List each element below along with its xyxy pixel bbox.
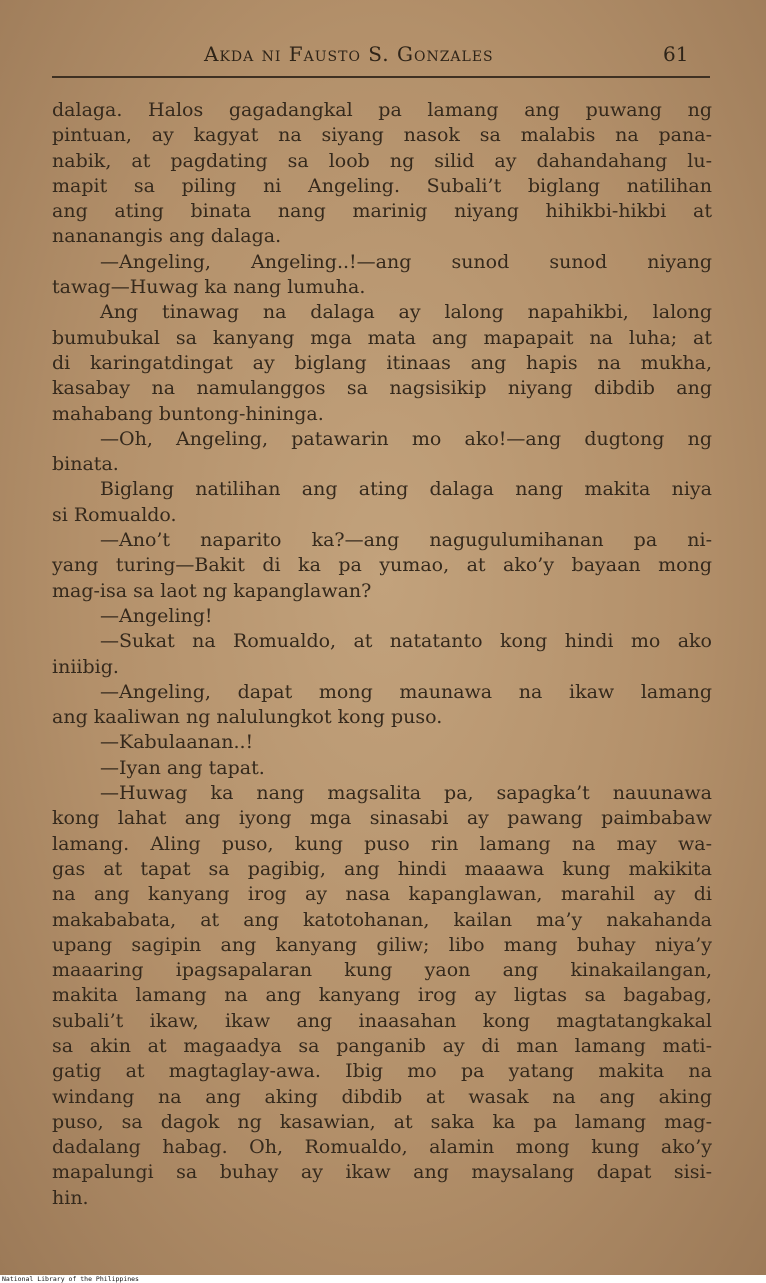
text-line: subali’t ikaw, ikaw ang inaasahan kong magtatangkakal — [52, 1009, 712, 1032]
page-header — [0, 40, 766, 80]
text-line: gas at tapat sa pagibig, ang hindi maaawa kung makikita — [52, 857, 712, 880]
text-line: windang na ang aking dibdib at wasak na ang aking — [52, 1085, 712, 1108]
text-line: tawag—Huwag ka nang lumuha. — [52, 276, 366, 299]
text-line: dalaga. Halos gagadangkal pa lamang ang puwang ng — [52, 99, 712, 121]
text-line: binata. — [52, 453, 119, 476]
text-line: na ang kanyang irog ay nasa kapanglawan, marahil ay di — [52, 883, 712, 906]
text-line: nananangis ang dalaga. — [52, 225, 282, 248]
text-line: hin. — [52, 1186, 89, 1209]
text-line: bumubukal sa kanyang mga mata ang mapapait na luha; at — [52, 326, 712, 349]
text-line: maaaring ipagsapalaran kung yaon ang kinakailangan, — [52, 959, 712, 982]
text-line: —Angeling! — [100, 604, 213, 627]
header-rule — [52, 76, 710, 78]
text-line: lamang. Aling puso, kung puso rin lamang na may wa- — [52, 832, 712, 855]
text-line: pintuan, ay kagyat na siyang nasok sa malabis na pana- — [52, 124, 712, 147]
text-line: Ang tinawag na dalaga ay lalong napahikbi, lalong — [100, 301, 712, 324]
text-line: kasabay na namulanggos sa nagsisikip niyang dibdib ang — [52, 377, 712, 400]
text-line: ang kaaliwan ng nalulungkot kong puso. — [52, 706, 443, 729]
text-line: mapalungi sa buhay ay ikaw ang maysalang dapat sisi- — [52, 1161, 712, 1184]
running-head: Akda ni Fausto S. Gonzales — [204, 42, 494, 66]
text-line: mapit sa piling ni Angeling. Subali’t biglang natilihan — [52, 174, 712, 197]
text-line: —Sukat na Romualdo, at natatanto kong hindi mo ako — [100, 630, 712, 653]
text-line: iniibig. — [52, 655, 119, 678]
text-line: mag-isa sa laot ng kapanglawan? — [52, 579, 372, 602]
text-line: nabik, at pagdating sa loob ng silid ay dahandahang lu- — [52, 149, 712, 172]
text-line: —Oh, Angeling, patawarin mo ako!—ang dugtong ng — [100, 427, 712, 450]
text-line: —Huwag ka nang magsalita pa, sapagka’t nauunawa — [100, 782, 712, 805]
text-line: —Ano’t naparito ka?—ang nagugulumihanan pa ni- — [100, 529, 712, 552]
library-credit: National Library of the Philippines — [2, 1275, 139, 1283]
text-line: gatig at magtaglay-awa. Ibig mo pa yatang makita na — [52, 1060, 712, 1083]
text-line: kong lahat ang iyong mga sinasabi ay pawang paimbabaw — [52, 807, 712, 830]
text-line: yang turing—Bakit di ka pa yumao, at ako’y bayaan mong — [52, 554, 712, 577]
text-line: mahabang buntong-hininga. — [52, 402, 324, 425]
text-line: —Angeling, Angeling..!—ang sunod sunod niyang — [100, 250, 712, 273]
text-line: di karingatdingat ay biglang itinaas ang hapis na mukha, — [52, 351, 712, 374]
text-line: makababata, at ang katotohanan, kailan ma’y nakahanda — [52, 908, 712, 931]
body-text — [52, 98, 712, 1211]
text-line: ang ating binata nang marinig niyang hihikbi-hikbi at — [52, 200, 712, 223]
text-line: puso, sa dagok ng kasawian, at saka ka pa lamang mag- — [52, 1110, 712, 1133]
text-line: sa akin at magaadya sa panganib ay di man lamang mati- — [52, 1034, 712, 1057]
text-line: —Kabulaanan..! — [100, 731, 254, 754]
page-number: 61 — [663, 42, 689, 66]
text-line: dadalang habag. Oh, Romualdo, alamin mong kung ako’y — [52, 1136, 712, 1159]
text-line: si Romualdo. — [52, 503, 177, 526]
text-line: makita lamang na ang kanyang irog ay ligtas sa bagabag, — [52, 984, 712, 1007]
text-line: —Iyan ang tapat. — [100, 756, 265, 779]
text-line: —Angeling, dapat mong maunawa na ikaw lamang — [100, 680, 712, 703]
text-line: upang sagipin ang kanyang giliw; libo mang buhay niya’y — [52, 933, 712, 956]
text-line: Biglang natilihan ang ating dalaga nang makita niya — [100, 478, 712, 501]
